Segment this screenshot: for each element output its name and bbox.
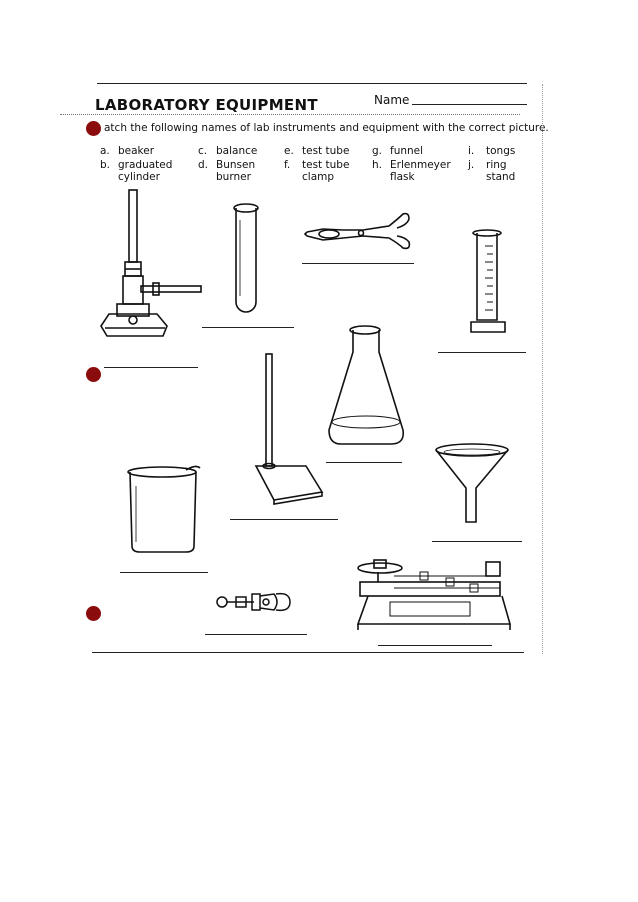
hole-punch-middle xyxy=(86,367,101,382)
balance-icon xyxy=(350,550,520,634)
graduated-cylinder-icon xyxy=(467,228,509,336)
hole-punch-top xyxy=(86,121,101,136)
tongs-icon xyxy=(303,210,418,252)
test-tube-icon xyxy=(230,200,262,318)
answer-line-test-tube[interactable] xyxy=(202,327,294,328)
beaker-icon xyxy=(124,462,204,557)
hole-punch-bottom xyxy=(86,606,101,621)
option-c: c. balance xyxy=(198,145,258,157)
answer-line-ring-stand[interactable] xyxy=(230,519,338,520)
option-b: b. graduated cylinder xyxy=(100,159,173,183)
option-e: e. test tube xyxy=(284,145,350,157)
top-rule xyxy=(97,83,527,84)
instructions: atch the following names of lab instruments and equipment with the correct picture. xyxy=(104,122,549,134)
answer-line-test-tube-clamp[interactable] xyxy=(205,634,307,635)
option-h: h. Erlenmeyer flask xyxy=(372,159,451,183)
ring-stand-icon xyxy=(248,352,330,507)
option-i: i. tongs xyxy=(468,145,516,157)
name-answer-line[interactable] xyxy=(412,104,527,105)
page-edge xyxy=(542,84,543,654)
answer-line-tongs[interactable] xyxy=(302,263,414,264)
answer-line-balance[interactable] xyxy=(378,645,492,646)
funnel-icon xyxy=(432,442,512,527)
option-g: g. funnel xyxy=(372,145,424,157)
answer-line-beaker[interactable] xyxy=(120,572,208,573)
answer-line-funnel[interactable] xyxy=(432,541,522,542)
answer-line-bunsen-burner[interactable] xyxy=(104,367,198,368)
answer-line-erlenmeyer-flask[interactable] xyxy=(326,462,402,463)
test-tube-clamp-icon xyxy=(214,588,298,618)
bottom-rule xyxy=(92,652,524,653)
name-label: Name xyxy=(374,93,410,107)
erlenmeyer-flask-icon xyxy=(325,322,411,447)
option-d: d. Bunsen burner xyxy=(198,159,256,183)
option-j: j. ring stand xyxy=(468,159,516,183)
bunsen-burner-icon xyxy=(95,190,210,345)
option-f: f. test tube clamp xyxy=(284,159,350,183)
option-a: a. beaker xyxy=(100,145,155,157)
answer-line-graduated-cylinder[interactable] xyxy=(438,352,526,353)
worksheet-title: LABORATORY EQUIPMENT xyxy=(95,96,318,114)
title-underline xyxy=(60,114,520,115)
